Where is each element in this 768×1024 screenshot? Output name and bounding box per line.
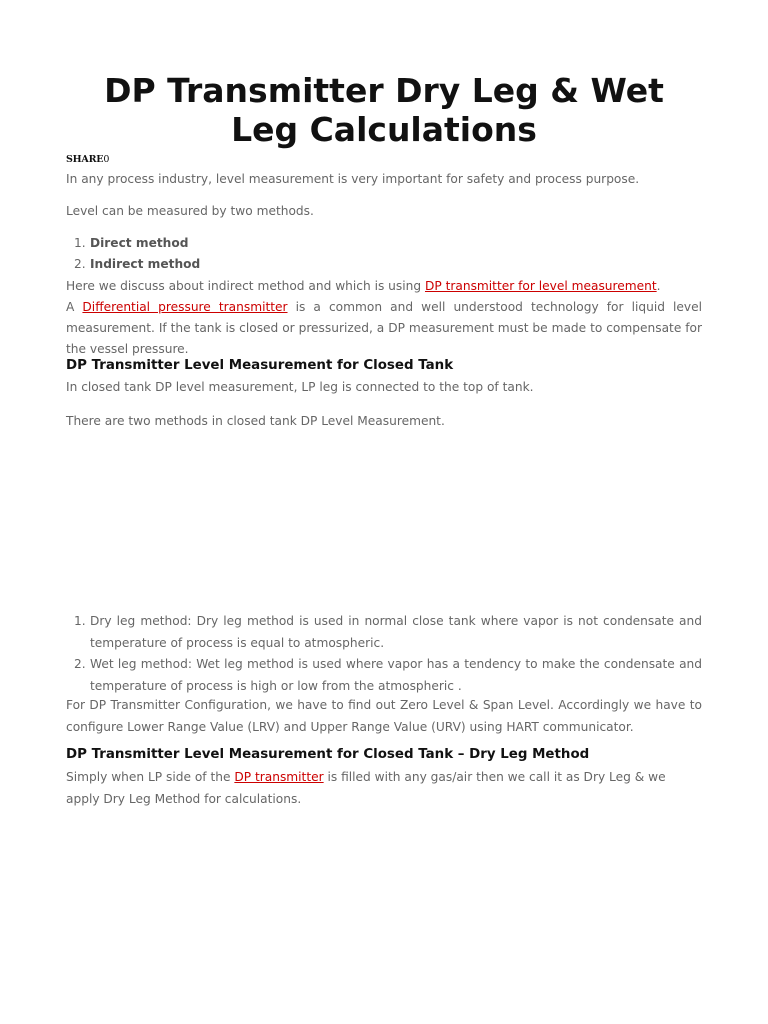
dry-leg-text: is filled with any gas/air then we call it as Dry Leg & we apply Dry Leg Method for calculations.	[66, 770, 666, 806]
list-item-label: Direct method	[90, 236, 189, 250]
list-item-text: Dry leg method: Dry leg method is used in normal close tank where vapor is not condensate and temperature of process is equal to atmospheric.	[90, 614, 702, 650]
share-widget[interactable]	[66, 154, 109, 165]
list-number: 1.	[74, 236, 86, 250]
list-number: 1.	[74, 614, 86, 628]
list-item-text: Wet leg method: Wet leg method is used where vapor has a tendency to make the condensate and temperature of process is high or low from the atmospheric .	[90, 657, 702, 693]
dry-leg-paragraph	[66, 767, 702, 810]
dp-paragraph-start: A	[66, 300, 83, 314]
list-number: 2.	[74, 257, 86, 271]
share-label: SHARE	[66, 154, 104, 165]
dp-transmitter-link[interactable]: DP transmitter	[234, 770, 324, 784]
closed-tank-paragraph-2: There are two methods in closed tank DP Level Measurement.	[66, 414, 445, 428]
configuration-paragraph: For DP Transmitter Configuration, we have to find out Zero Level & Span Level. Accordingly we have to configure Lower Range Value (LRV) and Upper Range Value (URV) using HART communicator.	[66, 698, 702, 734]
list-item-indirect	[74, 254, 200, 275]
list-item-dry-leg	[74, 611, 702, 654]
dp-paragraph-text: is a common and well understood technology for liquid level measurement. If the tank is closed or pressurized, a DP measurement must be made to compensate for the vessel pressure.	[66, 300, 702, 356]
differential-pressure-link[interactable]: Differential pressure transmitter	[82, 300, 288, 314]
heading-closed-tank: DP Transmitter Level Measurement for Closed Tank	[66, 358, 454, 373]
intro-paragraph: In any process industry, level measurement is very important for safety and process purpose.	[66, 172, 640, 186]
list-item-wet-leg	[74, 654, 702, 697]
share-count: 0	[103, 154, 110, 165]
list-item-direct	[74, 233, 188, 254]
list-number: 2.	[74, 657, 86, 671]
methods-intro: Level can be measured by two methods.	[66, 204, 314, 218]
heading-dry-leg: DP Transmitter Level Measurement for Closed Tank – Dry Leg Method	[66, 747, 590, 762]
discuss-paragraph	[66, 276, 702, 297]
dry-leg-text-start: Simply when LP side of the	[66, 770, 235, 784]
page-title: DP Transmitter Dry Leg & Wet Leg Calculations	[104, 71, 664, 149]
list-item-label: Indirect method	[90, 257, 201, 271]
discuss-text: Here we discuss about indirect method and which is using	[66, 279, 425, 293]
discuss-end: .	[656, 279, 661, 293]
closed-tank-paragraph-1: In closed tank DP level measurement, LP leg is connected to the top of tank.	[66, 380, 534, 394]
dp-level-link[interactable]: DP transmitter for level measurement	[424, 279, 657, 293]
dp-paragraph	[66, 297, 702, 360]
